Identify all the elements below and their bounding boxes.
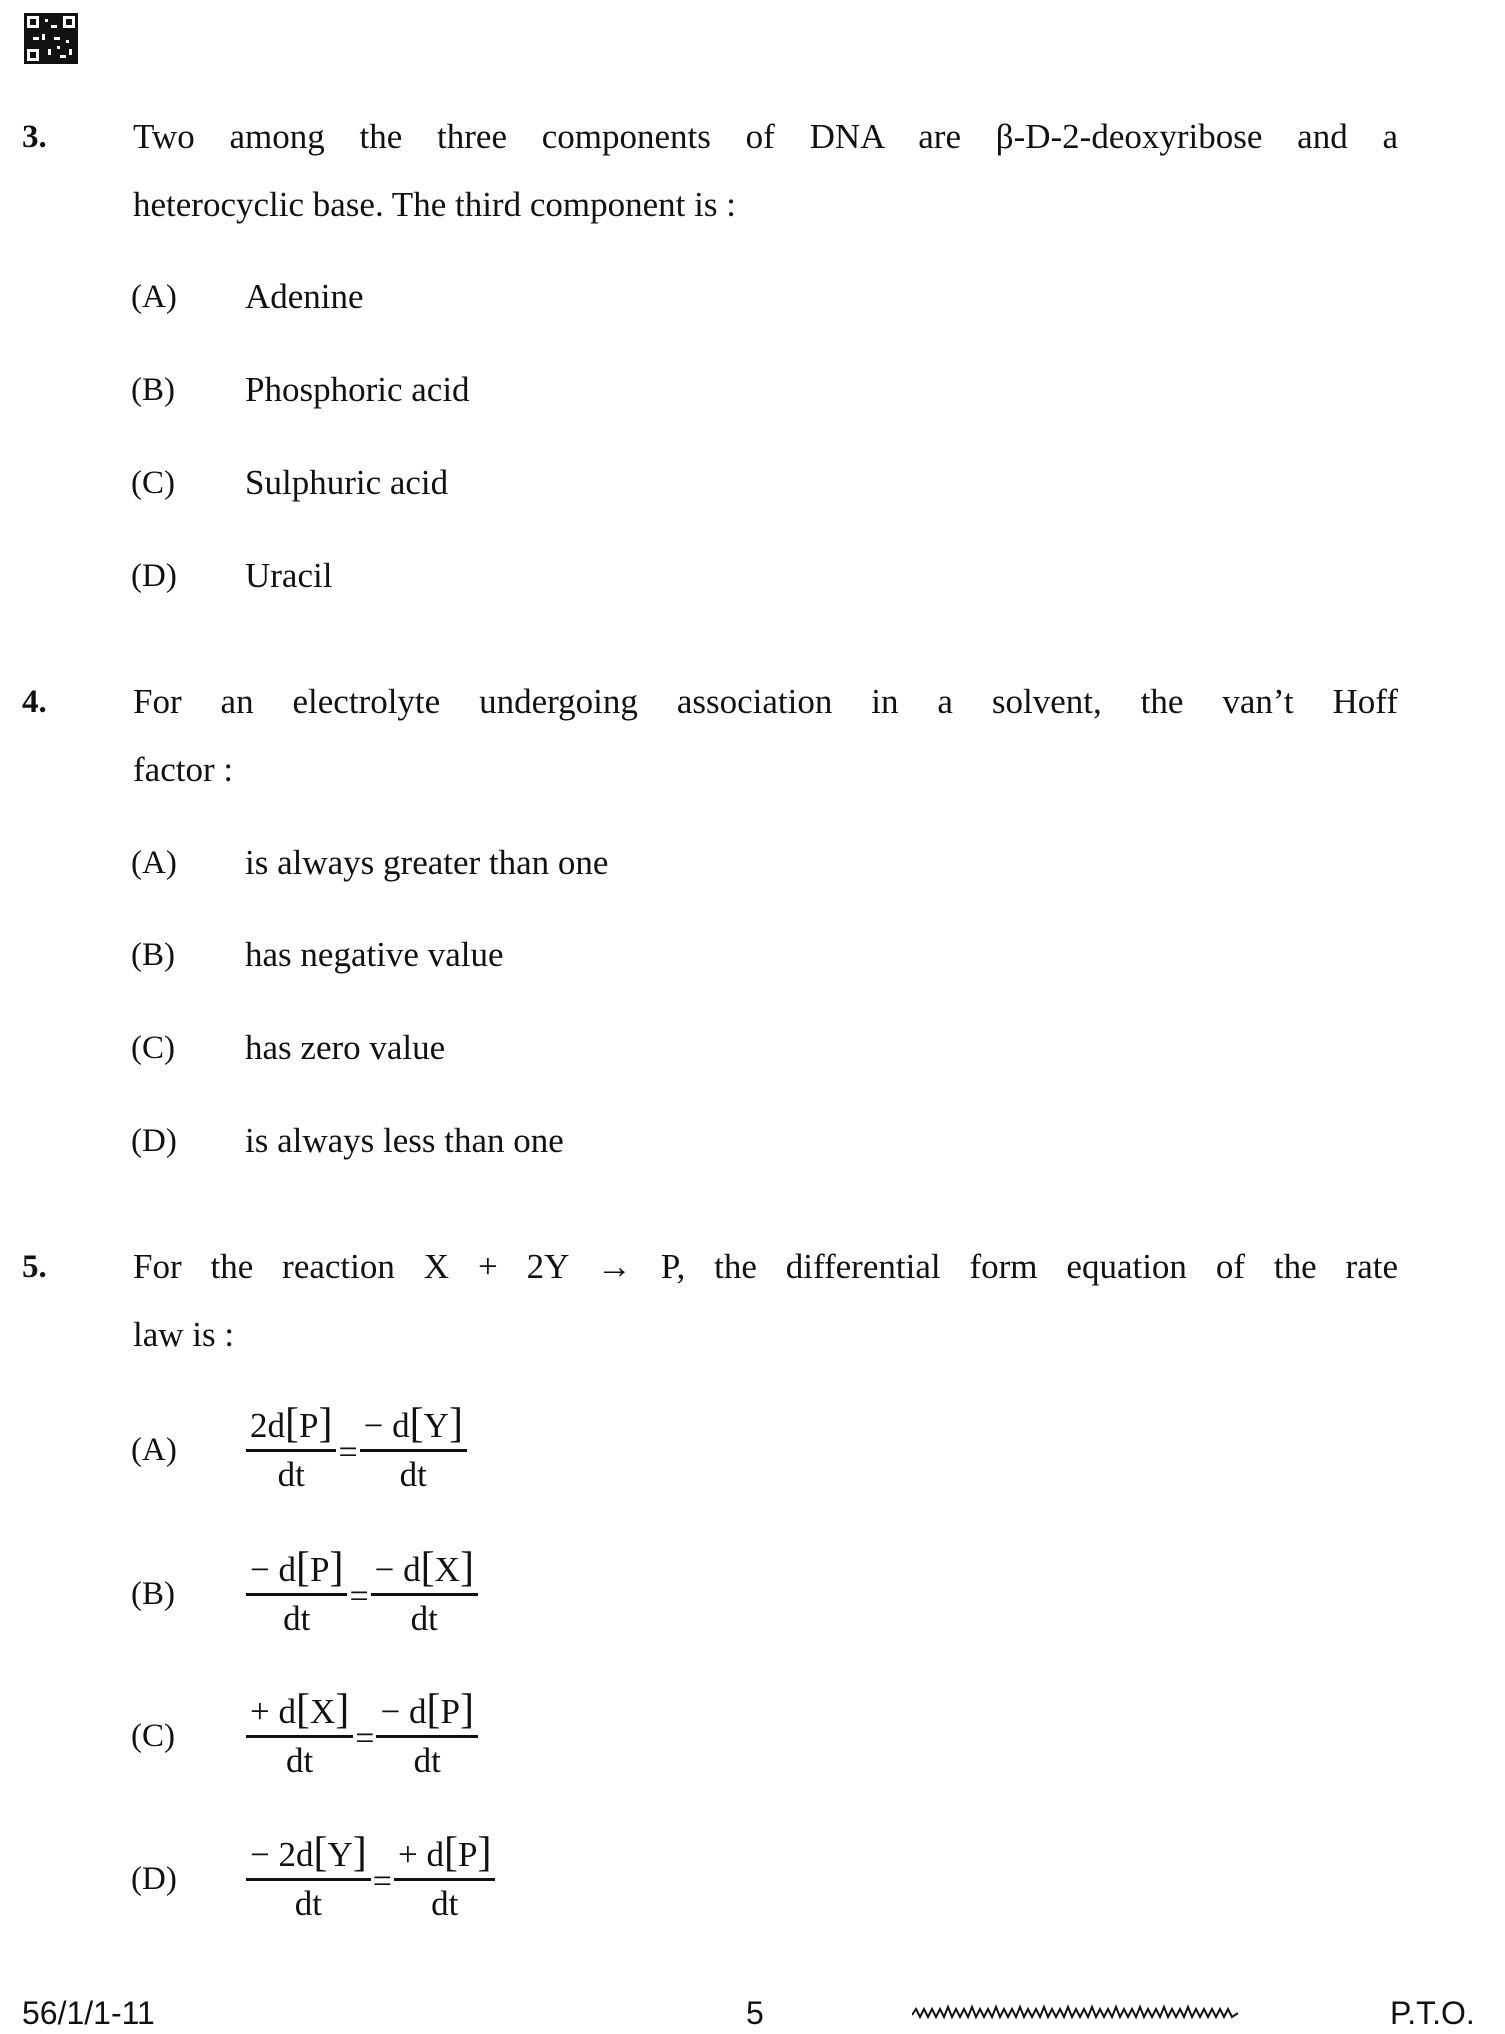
rate-equation [246,1832,495,1925]
option-label: (B) [131,937,175,973]
equals-sign: = [349,1577,369,1615]
fraction-lhs: $\frac{- d[P]}{dt}$ [246,1547,347,1640]
option-text: is always less than one [245,1121,564,1160]
qr-code-icon [24,13,78,64]
question-number: 3. [22,119,47,155]
squiggle-line-icon [912,2003,1238,2021]
option-label: (C) [131,1718,175,1754]
question-number: 4. [22,684,47,720]
fraction-lhs: $\frac{+ d[X]}{dt}$ [246,1689,353,1782]
option-label: (D) [131,1123,177,1159]
option-label: (B) [131,1576,175,1612]
question-text-line: Two among the three components of DNA are β-D-2-deoxyribose and a [133,117,1398,156]
question-text-line: heterocyclic base. The third component is : [133,185,736,224]
fraction-rhs: $\frac{- d[Y]}{dt}$ [360,1403,467,1496]
question-text-line: For an electrolyte undergoing association in a solvent, the van’t Hoff [133,682,1398,721]
option-text: has zero value [245,1028,446,1067]
question-text-line: law is : [133,1315,235,1354]
option-label: (C) [131,465,175,501]
option-text: has negative value [245,935,504,974]
question-text-line: factor : [133,750,234,789]
question-number: 5. [22,1249,47,1285]
equals-sign: = [338,1433,358,1471]
option-text: Adenine [245,277,364,316]
fraction-rhs: $\frac{+ d[P]}{dt}$ [394,1832,495,1925]
fraction-lhs: $\frac{- 2d[Y]}{dt}$ [246,1832,371,1925]
question-text-line: For the reaction X + 2Y → P, the differential form equation of the rate [133,1247,1398,1286]
equals-sign: = [355,1719,375,1757]
paper-code: 56/1/1-11 [22,1995,155,2031]
option-text: Uracil [245,556,333,595]
option-label: (A) [131,279,177,315]
option-label: (C) [131,1030,175,1066]
option-label: (D) [131,1861,177,1897]
option-label: (A) [131,1432,177,1468]
fraction-rhs: $\frac{- d[P]}{dt}$ [376,1689,477,1782]
rate-equation [246,1689,478,1782]
pto-label: P.T.O. [1390,1995,1475,2031]
rate-equation [246,1403,467,1496]
option-text: is always greater than one [245,843,609,882]
fraction-lhs: $\frac{2d[P]}{dt}$ [246,1403,336,1496]
option-text: Sulphuric acid [245,463,449,502]
equals-sign: = [372,1862,392,1900]
page-number: 5 [746,1995,764,2031]
option-label: (B) [131,372,175,408]
option-text: Phosphoric acid [245,370,470,409]
rate-equation [246,1547,478,1640]
fraction-rhs: $\frac{- d[X]}{dt}$ [371,1547,478,1640]
option-label: (D) [131,558,177,594]
option-label: (A) [131,845,177,881]
